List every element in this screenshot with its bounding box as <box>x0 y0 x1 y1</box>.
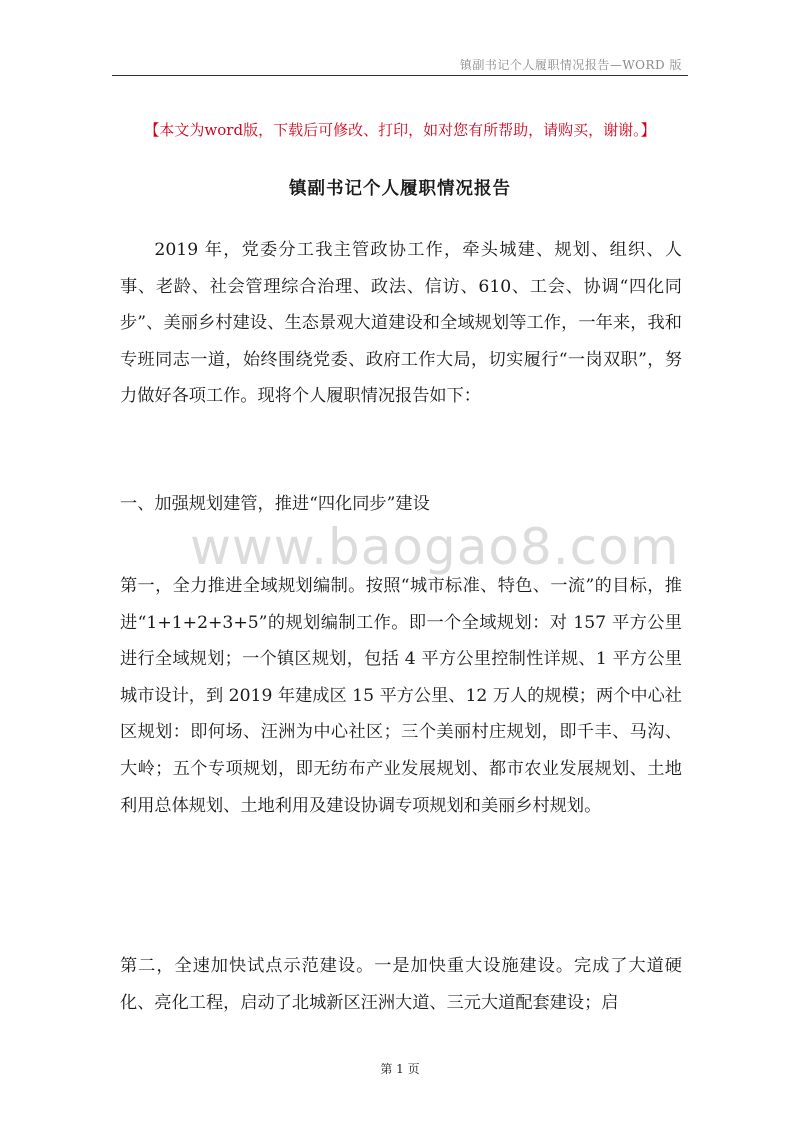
section-heading: 一、加强规划建管，推进“四化同步”建设 <box>120 494 430 514</box>
watermark-text: www.baogao8.com <box>190 518 680 576</box>
purchase-notice: 【本文为word版，下载后可修改、打印，如对您有所帮助，请购买，谢谢。】 <box>144 121 656 139</box>
intro-paragraph: 2019 年，党委分工我主管政协工作，牵头城建、规划、组织、人事、老龄、社会管理综合治理、政法、信访、610、工会、协调“四化同步”、美丽乡村建设、生态景观大道建设和全域规划等工作，一年来，我和专班同志一道，始终围绕党委、政府工作大局，切实履行“一岗双职”，努力做好各项工作。现将个人履职情况报告如下： <box>120 240 682 407</box>
running-header: 镇副书记个人履职情况报告—WORD 版 <box>459 58 682 72</box>
header-divider <box>112 75 688 76</box>
page-number: 第 1 页 <box>380 1062 420 1076</box>
body-paragraph-planning: 第一，全力推进全域规划编制。按照“城市标准、特色、一流”的目标，推进“1+1+2+3+5”的规划编制工作。即一个全域规划：对 157 平方公里进行全域规划；一个镇区规划，包括 4 平方公里控制性详规、1 平方公里城市设计，到 2019 年建成区 15 平方公里、12 万人的规模；两个中心社区规划：即何场、汪洲为中心社区；三个美丽村庄规划，即千丰、马沟、大岭；五个专项规划，即无纺布产业发展规划、都市农业发展规划、土地利用总体规划、土地利用及建设协调专项规划和美丽乡村规划。 <box>120 576 682 816</box>
body-paragraph-pilot: 第二，全速加快试点示范建设。一是加快重大设施建设。完成了大道硬化、亮化工程，启动了北城新区汪洲大道、三元大道配套建设；启 <box>120 956 682 1013</box>
document-title: 镇副书记个人履职情况报告 <box>289 179 511 199</box>
